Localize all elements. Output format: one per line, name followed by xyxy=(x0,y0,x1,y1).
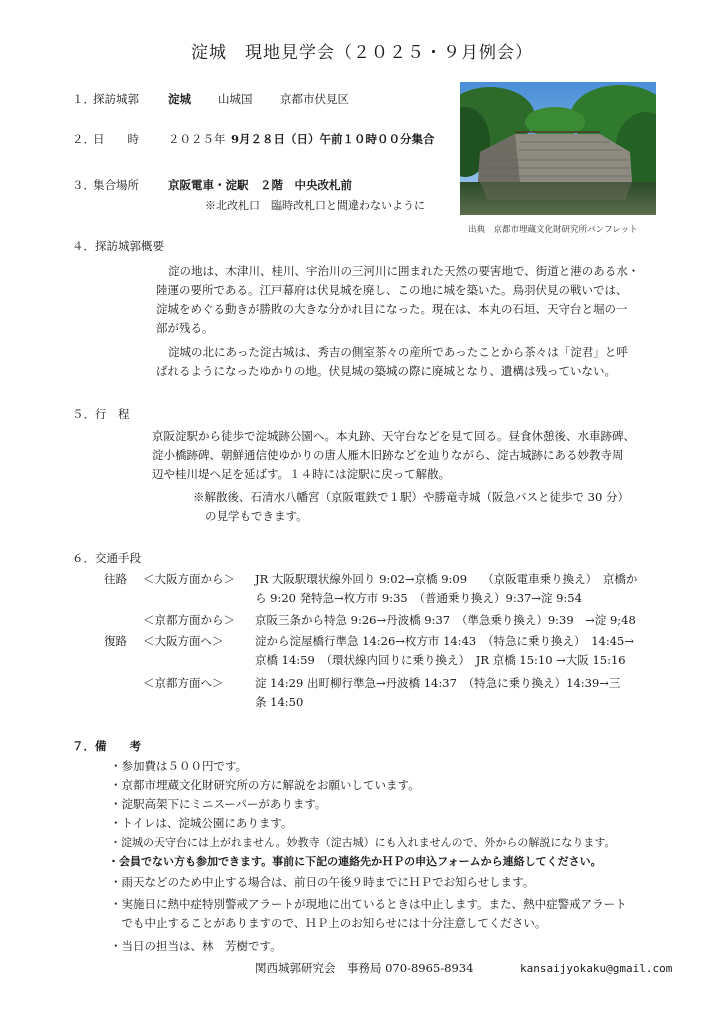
route-line: JR 大阪駅環状線外回り 9:02→京橋 9:09 （京阪電車乗り換え） 京橋か xyxy=(255,572,638,586)
sec3-num: ３． xyxy=(72,178,95,192)
itinerary-note: の見学もできます。 xyxy=(205,509,308,523)
note-item: ・京都市埋蔵文化財研究所の方に解説をお願いしています。 xyxy=(110,778,420,792)
note-item: ・雨天などのため中止する場合は、前日の午後９時までにＨＰでお知らせします。 xyxy=(110,875,535,889)
page-title: 淀城 現地見学会（２０２５・９月例会） xyxy=(191,43,533,63)
footer-email[interactable]: kansaijyokaku@gmail.com xyxy=(520,962,673,975)
sec4-p2-line: 淀城の北にあった淀古城は、秀吉の側室茶々の産所であったことから茶々は「淀君」と呼 xyxy=(168,345,628,359)
route-line: ら 9:20 発特急→枚方市 9:35 （普通乗り換え）9:37→淀 9:54 xyxy=(255,591,582,605)
note-item: ・トイレは、淀城公園にあります。 xyxy=(110,816,293,830)
sec4-p1-line: 淀の地は、木津川、桂川、宇治川の三河川に囲まれた天然の要害地で、街道と港のある水・ xyxy=(168,264,640,278)
note-item: ・当日の担当は、林 芳樹です。 xyxy=(110,939,282,953)
footer-org: 関西城郭研究会 事務局 070-8965-8934 xyxy=(255,961,474,975)
date-detail: 9月２８日（日）午前１０時００分集合 xyxy=(231,132,435,146)
outbound-label: 往路 xyxy=(104,572,127,586)
sec4-heading: ４．探訪城郭概要 xyxy=(72,239,164,253)
route-line: 条 14:50 xyxy=(255,695,304,709)
route-from: ＜京都方面から＞ xyxy=(143,613,235,627)
route-line: 京阪三条から特急 9:26→丹波橋 9:37 （準急乗り換え）9:39 →淀 9;48 xyxy=(255,613,636,627)
route-line: 淀から淀屋橋行準急 14:26→枚方市 14:43 （特急に乗り換え） 14:45→ xyxy=(255,634,635,648)
sec4-p1-line: 陸運の要所である。江戸幕府は伏見城を廃し、この地に城を築いた。鳥羽伏見の戦いでは、 xyxy=(156,283,628,297)
route-line: 淀 14:29 出町柳行準急→丹波橋 14:37 （特急に乗り換え）14:39→三 xyxy=(255,676,621,690)
castle-location: 京都市伏見区 xyxy=(280,92,349,106)
note-item: ・参加費は５００円です。 xyxy=(110,759,248,773)
route-line: 京橋 14:59 （環状線内回りに乗り換え） JR 京橋 15:10 →大阪 15:16 xyxy=(255,653,626,667)
note-item: ・淀城の天守台には上がれません。妙教寺（淀古城）にも入れませんので、外からの解説になります。 xyxy=(110,836,616,849)
meeting-note: ※北改札口 臨時改札口と間違わないように xyxy=(205,199,425,212)
sec4-p1-line: 部が残る。 xyxy=(156,321,214,335)
sec3-label: 集合場所 xyxy=(93,178,139,192)
itinerary-line: 京阪淀駅から徒歩で淀城跡公園へ。本丸跡、天守台などを見て回る。昼食休憩後、水車跡碑、 xyxy=(152,429,635,443)
note-item-highlight: ・会員でない方も参加できます。事前に下記の連絡先かＨＰの申込フォームから連絡してください。 xyxy=(108,855,602,868)
note-item: ・実施日に熱中症特別警戒アラートが現地に出ているときは中止します。また、熱中症警戒アラート xyxy=(110,897,627,911)
sec4-p2-line: ばれるようになったゆかりの地。伏見城の築城の際に廃城となり、遺構は残っていない。 xyxy=(156,364,616,378)
meeting-place: 京阪電車・淀駅 ２階 中央改札前 xyxy=(168,178,352,192)
return-label: 復路 xyxy=(104,634,127,648)
castle-province: 山城国 xyxy=(218,92,253,106)
sec1-num: １． xyxy=(72,92,95,106)
sec7-heading: ７．備 考 xyxy=(72,739,141,753)
note-item: でも中止することがありますので、ＨＰ上のお知らせには十分注意してください。 xyxy=(110,916,547,930)
sec4-p1-line: 淀城をめぐる動きが勝敗の大きな分かれ目になった。現在は、本丸の石垣、天守台と堀の一 xyxy=(156,302,628,316)
sec6-heading: ６．交通手段 xyxy=(72,551,141,565)
sec2-label: 日 時 xyxy=(93,132,139,146)
itinerary-line: 淀小橋跡碑、朝鮮通信使ゆかりの唐人雁木旧跡などを辿りながら、淀古城跡にある妙教寺周 xyxy=(152,448,624,462)
itinerary-note: ※解散後、石清水八幡宮（京阪電鉄で１駅）や勝竜寺城（阪急バスと徒歩で 30 分） xyxy=(193,490,629,504)
note-item: ・淀駅高架下にミニスーパーがあります。 xyxy=(110,797,327,811)
castle-name: 淀城 xyxy=(168,92,191,106)
route-from: ＜京都方面へ＞ xyxy=(143,676,224,690)
sec1-label: 探訪城郭 xyxy=(93,92,139,106)
route-from: ＜大阪方面へ＞ xyxy=(143,634,224,648)
route-from: ＜大阪方面から＞ xyxy=(143,572,235,586)
photo-caption: 出典 京都市埋蔵文化財研究所パンフレット xyxy=(468,225,638,235)
sec5-heading: ５．行 程 xyxy=(72,407,130,421)
itinerary-line: 辺や桂川堤へ足を延ばす。１４時には淀駅に戻って解散。 xyxy=(152,467,451,481)
sec2-num: ２． xyxy=(72,132,95,146)
castle-photo xyxy=(460,82,656,215)
date-year: ２０２５年 xyxy=(168,132,226,146)
